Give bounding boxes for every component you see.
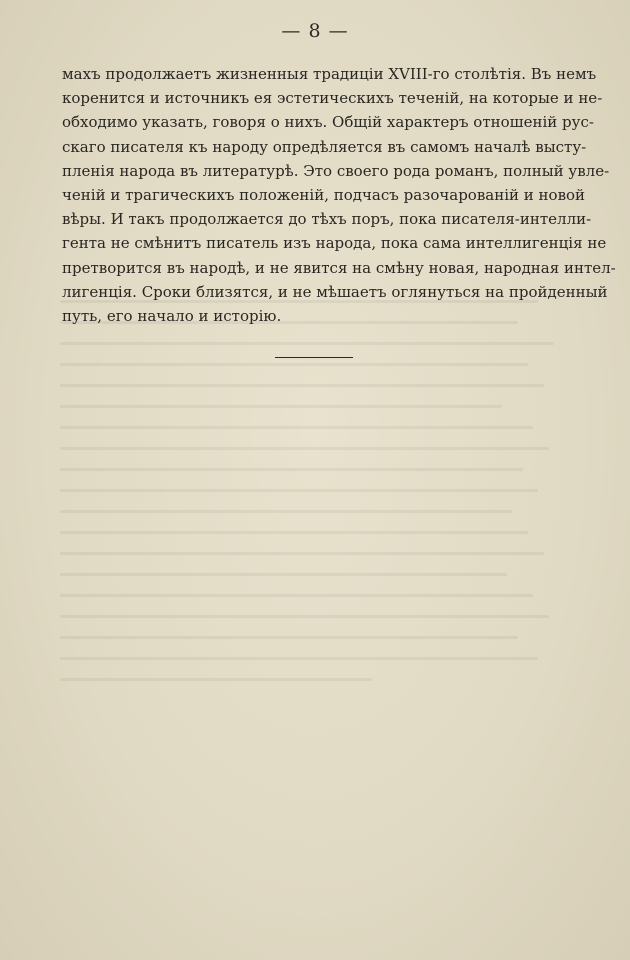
text-line: лигенція. Сроки близятся, и не мѣшаетъ оглянуться на пройденный — [62, 282, 608, 301]
text-line: путь, его начало и исторію. — [62, 306, 282, 325]
text-line: обходимо указать, говоря о нихъ. Общій характеръ отношеній рус- — [62, 113, 594, 132]
body-paragraph — [62, 62, 616, 328]
text-line: махъ продолжаетъ жизненныя традиціи XVIII-го столѣтія. Въ немъ — [62, 65, 597, 83]
text-line: гента не смѣнитъ писатель изъ народа, пока сама интеллигенція не — [62, 234, 607, 253]
text-line: претворится въ народѣ, и не явится на смѣну новая, народная интел- — [62, 258, 616, 277]
text-line: ченій и трагическихъ положеній, подчасъ разочарованій и новой — [62, 185, 586, 204]
page-number: — 8 — — [281, 20, 349, 42]
text-line: коренится и источникъ ея эстетическихъ теченій, на которые и не- — [62, 89, 603, 108]
text-line: вѣры. И такъ продолжается до тѣхъ поръ, пока писателя-интелли- — [62, 210, 592, 229]
text-line: пленія народа въ литературѣ. Это своего рода романъ, полный увле- — [62, 161, 610, 180]
section-divider — [275, 357, 353, 358]
text-line: скаго писателя къ народу опредѣляется въ самомъ началѣ высту- — [62, 137, 587, 156]
bleed-through-texture — [60, 300, 580, 920]
